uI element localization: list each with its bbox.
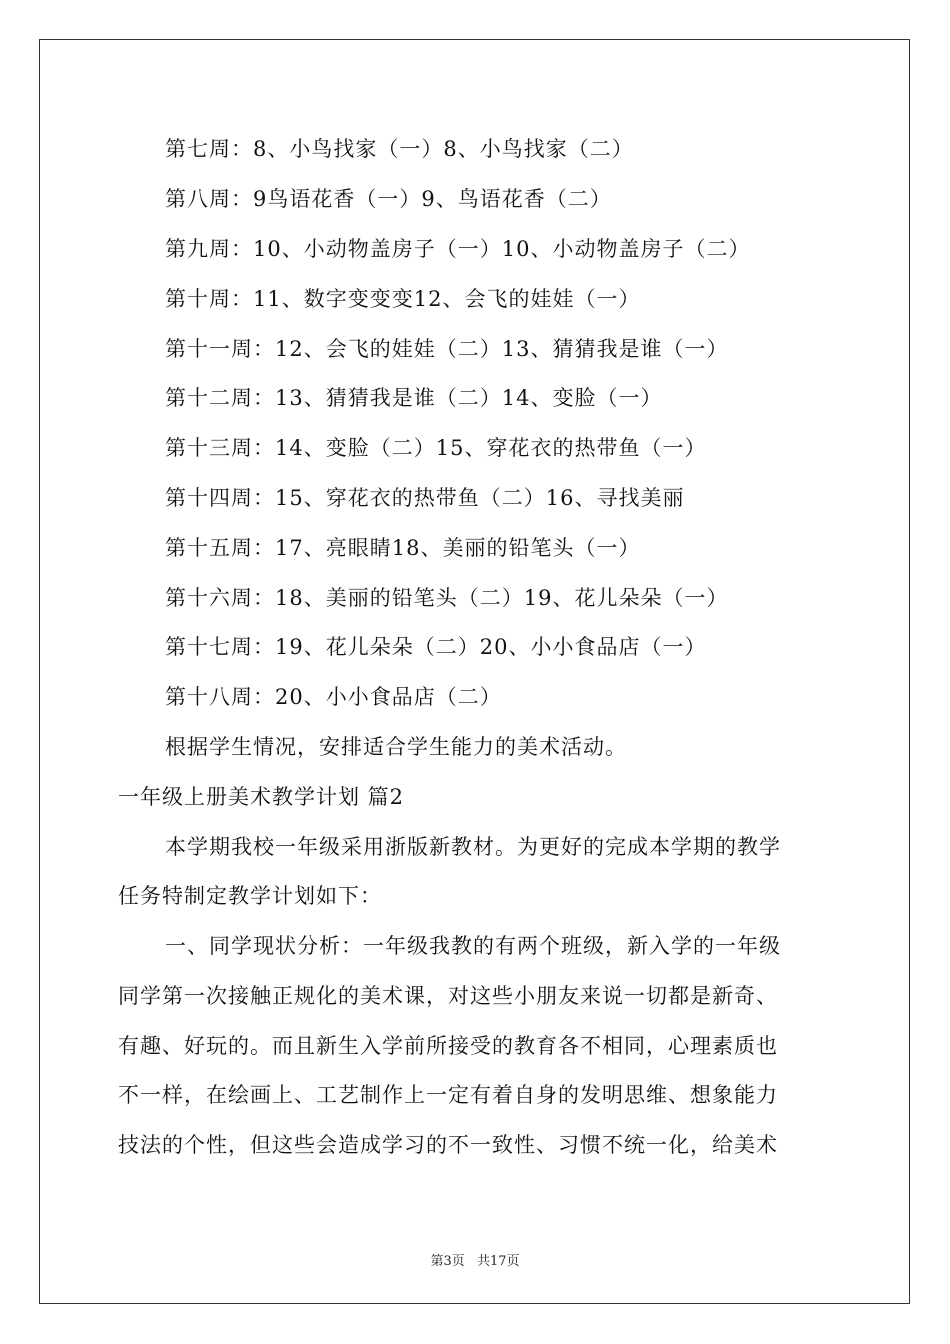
schedule-week-12: 第十二周：13、猜猜我是谁（二）14、变脸（一） xyxy=(165,386,663,410)
section-title: 一年级上册美术教学计划 篇2 xyxy=(118,785,405,809)
schedule-week-15: 第十五周：17、亮眼睛18、美丽的铅笔头（一） xyxy=(165,536,641,560)
schedule-week-16: 第十六周：18、美丽的铅笔头（二）19、花儿朵朵（一） xyxy=(165,586,729,610)
analysis-line-4: 不一样，在绘画上、工艺制作上一定有着自身的发明思维、想象能力 xyxy=(118,1083,778,1107)
page-border xyxy=(39,39,910,1304)
schedule-week-11: 第十一周：12、会飞的娃娃（二）13、猜猜我是谁（一） xyxy=(165,337,729,361)
analysis-line-5: 技法的个性，但这些会造成学习的不一致性、习惯不统一化，给美术 xyxy=(118,1133,778,1157)
intro-line-1: 本学期我校一年级采用浙版新教材。为更好的完成本学期的教学 xyxy=(165,835,781,859)
analysis-line-2: 同学第一次接触正规化的美术课，对这些小朋友来说一切都是新奇、 xyxy=(118,984,778,1008)
page-footer xyxy=(0,1250,950,1269)
page-total: 共17页 xyxy=(476,1254,520,1269)
schedule-week-18: 第十八周：20、小小食品店（二） xyxy=(165,685,502,709)
schedule-week-13: 第十三周：14、变脸（二）15、穿花衣的热带鱼（一） xyxy=(165,436,707,460)
analysis-line-3: 有趣、好玩的。而且新生入学前所接受的教育各不相同，心理素质也 xyxy=(118,1034,778,1058)
schedule-week-17: 第十七周：19、花儿朵朵（二）20、小小食品店（一） xyxy=(165,635,707,659)
schedule-week-7: 第七周：8、小鸟找家（一）8、小鸟找家（二） xyxy=(165,137,634,161)
schedule-week-10: 第十周：11、数字变变变12、会飞的娃娃（一） xyxy=(165,287,641,311)
schedule-week-9: 第九周：10、小动物盖房子（一）10、小动物盖房子（二） xyxy=(165,237,751,261)
schedule-week-14: 第十四周：15、穿花衣的热带鱼（二）16、寻找美丽 xyxy=(165,486,685,510)
closing-note: 根据学生情况，安排适合学生能力的美术活动。 xyxy=(165,735,627,759)
schedule-week-8: 第八周：9鸟语花香（一）9、鸟语花香（二） xyxy=(165,187,612,211)
intro-line-2: 任务特制定教学计划如下： xyxy=(118,884,382,908)
page-number: 第3页 xyxy=(430,1254,465,1269)
analysis-line-1: 一、同学现状分析：一年级我教的有两个班级，新入学的一年级 xyxy=(165,934,781,958)
